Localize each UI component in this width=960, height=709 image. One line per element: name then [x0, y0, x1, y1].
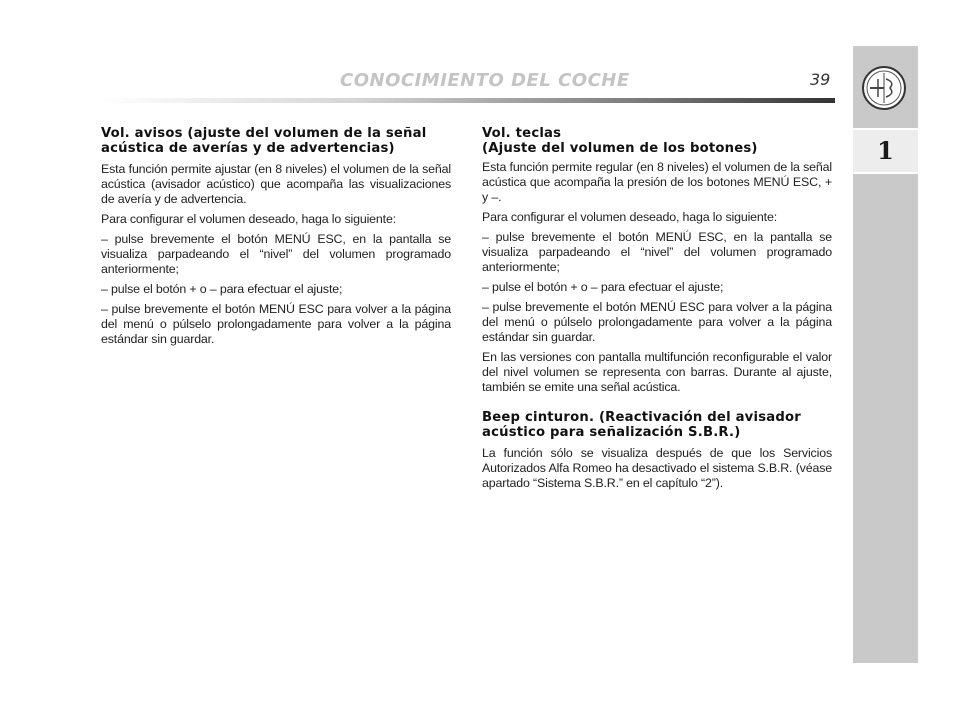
paragraph: – pulse brevemente el botón MENÚ ESC para volver a la página del menú o púlselo prolongadamente para volver a la página estándar sin guardar. [482, 300, 832, 344]
paragraph: Esta función permite ajustar (en 8 niveles) el volumen de la señal acústica (avisador acústico) que acompaña las visualizaciones de avería y de advertencia. [101, 162, 451, 206]
section-heading-vol-teclas [482, 126, 832, 156]
paragraph: – pulse el botón + o – para efectuar el ajuste; [101, 282, 343, 296]
left-column [101, 126, 451, 352]
header-divider [100, 98, 835, 103]
chapter-number: 1 [877, 136, 894, 165]
paragraph: – pulse brevemente el botón MENÚ ESC, en la pantalla se visualiza parpadeando el “nivel” del volumen programado anteriormente; [101, 232, 451, 276]
section-title: CONOCIMIENTO DEL COCHE [340, 70, 630, 91]
section-heading-beep-cinturon: Beep cinturon. (Reactivación del avisador acústico para señalización S.B.R.) [482, 410, 801, 440]
heading-line: (Ajuste del volumen de los botones) [482, 141, 758, 156]
paragraph: – pulse brevemente el botón MENÚ ESC para volver a la página del menú o púlselo prolongadamente para volver a la página estándar sin guardar. [101, 302, 451, 346]
page-number: 39 [810, 70, 831, 89]
paragraph: – pulse el botón + o – para efectuar el ajuste; [482, 280, 724, 294]
paragraph: La función sólo se visualiza después de que los Servicios Autorizados Alfa Romeo ha desactivado el sistema S.B.R. (véase apartado “Sistema S.B.R.” en el capítulo “2”). [482, 446, 832, 490]
paragraph: Esta función permite regular (en 8 niveles) el volumen de la señal acústica que acompaña la presión de los botones MENÚ ESC, + y –. [482, 160, 832, 204]
paragraph: – pulse brevemente el botón MENÚ ESC, en la pantalla se visualiza parpadeando el “nivel” del volumen programado anteriormente; [482, 230, 832, 274]
right-column [482, 126, 832, 496]
paragraph: Para configurar el volumen deseado, haga lo siguiente: [482, 210, 777, 224]
paragraph: En las versiones con pantalla multifunción reconfigurable el valor del nivel volumen se representa con barras. Durante al ajuste, también se emite una señal acústica. [482, 350, 832, 394]
chapter-tab[interactable] [853, 128, 918, 174]
section-heading-vol-avisos: Vol. avisos (ajuste del volumen de la señal acústica de averías y de advertencias) [101, 126, 427, 156]
alfa-romeo-logo-icon [862, 66, 906, 110]
paragraph: Para configurar el volumen deseado, haga lo siguiente: [101, 212, 396, 226]
heading-line: Vol. teclas [482, 126, 562, 141]
